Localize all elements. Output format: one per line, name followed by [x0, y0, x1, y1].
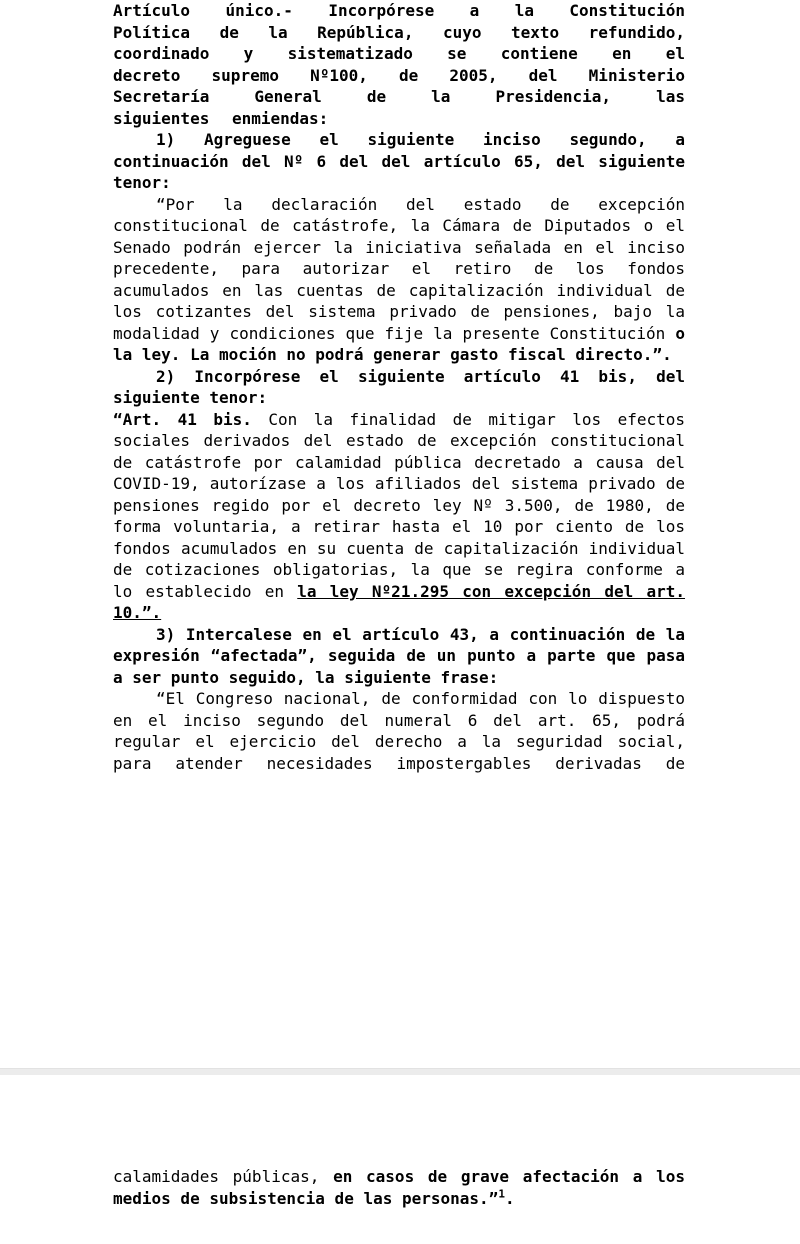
article-41-bis-paragraph	[113, 409, 685, 624]
amendment-2-heading-text: 2) Incorpórese el siguiente artículo 41 bis, del siguiente tenor:	[113, 366, 685, 407]
page-2-content	[113, 1166, 685, 1209]
amendment-3-quote-page1	[113, 688, 685, 774]
article-41-bis-body: Con la finalidad de mitigar los efectos sociales derivados del estado de excepción constitucional de catástrofe por calamidad pública decretado a causa del COVID-19, autorízase a los afiliados del sistema privado de pensiones regido por el decreto ley Nº 3.500, de 1980, de forma voluntaria, a retirar hasta el 10 por ciento de los fondos acumulados en su cuenta de capitalización individual de cotizaciones obligatorias, la que se regira conforme a lo establecido en	[113, 409, 685, 601]
amendment-2-heading	[113, 366, 685, 409]
intro-paragraph	[113, 0, 685, 129]
page-1-content	[113, 0, 685, 774]
amendment-3-heading	[113, 624, 685, 689]
amendment-1-quote	[113, 194, 685, 366]
article-41-bis-underlined-reference: la ley Nº21.295 con excepción del art. 10.”.	[113, 581, 686, 622]
amendment-1-heading-text: 1) Agreguese el siguiente inciso segundo, a continuación del Nº 6 del del artículo 65, del siguiente tenor:	[113, 130, 685, 192]
document-page-2	[0, 1075, 800, 1244]
page-break-gap	[0, 1068, 800, 1075]
closing-period: .	[504, 1188, 515, 1208]
amendment-3-heading-text: 3) Intercalese en el artículo 43, a continuación de la expresión “afectada”, seguida de un punto a parte que pasa a ser punto seguido, la siguiente frase:	[113, 624, 685, 687]
amendment-1-quote-regular: “Por la declaración del estado de excepción constitucional de catástrofe, la Cámara de Diputados o el Senado podrán ejercer la iniciativa señalada en el inciso precedente, para autorizar el retiro de los fondos acumulados en las cuentas de capitalización individual de los cotizantes del sistema privado de pensiones, bajo la modalidad y condiciones que fije la presente Constitución	[113, 194, 685, 343]
amendment-3-quote-page1-text: “El Congreso nacional, de conformidad con lo dispuesto en el inciso segundo del numeral 6 del art. 65, podrá regular el ejercicio del derecho a la seguridad social, para atender necesidades impostergables derivadas de	[113, 689, 685, 773]
footnote-reference-marker: 1	[498, 1187, 505, 1201]
continuation-bold-text: en casos de grave afectación a los medios de subsistencia de las personas.”	[113, 1167, 685, 1208]
amendment-1-heading	[113, 129, 685, 194]
amendment-1-quote-bold: o la ley. La moción no podrá generar gasto fiscal directo.”.	[113, 323, 685, 364]
amendment-3-quote-continuation	[113, 1166, 685, 1209]
article-41-bis-lead: “Art. 41 bis.	[113, 409, 252, 429]
intro-paragraph-text: Artículo único.- Incorpórese a la Constitución Política de la República, cuyo texto refundido, coordinado y sistematizado se contiene en el decreto supremo Nº100, de 2005, del Ministerio Secretaría General de la Presidencia, las siguientes enmiendas:	[113, 1, 685, 128]
continuation-regular-text: calamidades públicas,	[113, 1167, 334, 1186]
